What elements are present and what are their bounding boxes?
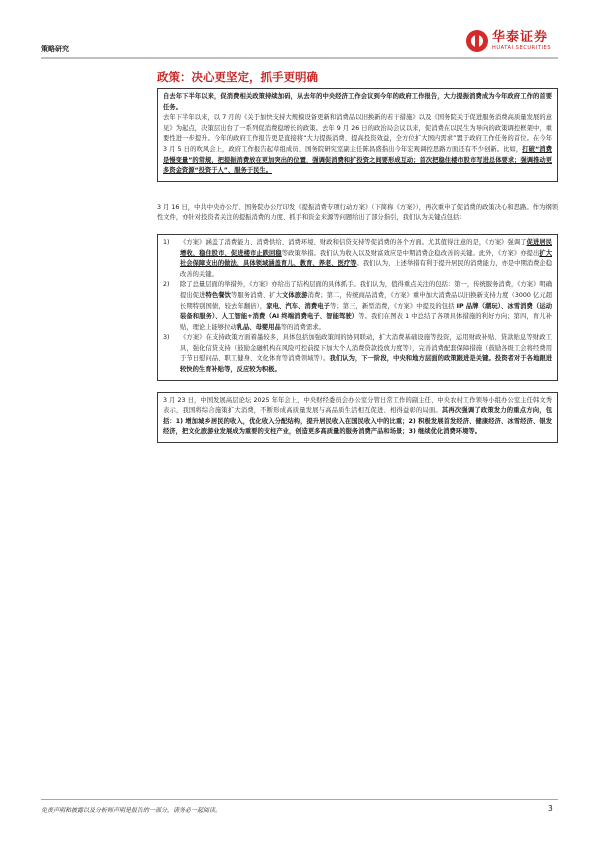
brand-logo-icon bbox=[466, 30, 488, 52]
list-item bbox=[163, 333, 552, 375]
page-number: 3 bbox=[548, 804, 553, 813]
plan-intro-paragraph: 3 月 16 日，中共中央办公厅、国务院办公厅印发《提振消费专项行动方案》（下简称《方案》），再次重申了促消费的政策决心和思路。作为纲领性文件，亦针对投资者关注的提振消费的力度、抓手和资金来源等问题给出了部分指引，我们认为关键点包括： bbox=[157, 203, 558, 222]
brand-name-cn: 华泰证券 bbox=[492, 29, 549, 45]
summary-text: 去年下半年以来，以 7 月的《关于加快支持大规模设备更新和消费品以旧换新的若干措施》以及《国务院关于促进服务消费高质量发展的意见》为起点，决策层出台了一系列促消费稳增长的政策。去年 9 月 26 日的政治局会议以来，促消费在以民生为导向的政策调控框架中，重要性进一步提升。今年的政府工作报告更是直接将“大力提振消费、提高投资效益，全方位扩大国内需求”置于政府工作任务的首位。在今年 3 月 5 日的吹风会上，政府工作报告起草组成员、国务院研究室副主任陈昌盛指出今年宏观调控思路方面还有不少创新。比如， bbox=[163, 114, 552, 153]
summary-underlined-text: 打破“消费是慢变量”的常规，把提振消费放在更加突出的位置，强调促消费和扩投资之间要形成互动；首次把稳住楼市股市写进总体要求；强调推动更多资金资源“投资于人”、服务于民生。 bbox=[163, 145, 552, 175]
report-body bbox=[157, 88, 558, 443]
summary-box bbox=[157, 88, 558, 182]
list-item-text: 《方案》涵盖了消费能力、消费供给、消费环境、财政和信贷支持等促消费的各个方面。尤其值得注意的是，《方案》强调了促进居民增收、稳住股市、促进楼市止跌回稳等政策举措。我们认为收入以及财富效应是中期消费企稳改善的关键。此外，《方案》亦提出扩大社会保障支出的做法，具体领域涵盖育儿、教育、养老、医疗等。我们认为，上述举措有利于提升居民的消费能力，亦是中期消费企稳改善的关键。 bbox=[180, 238, 553, 278]
header-category-tag: 策略研究 bbox=[41, 45, 69, 53]
list-item bbox=[163, 238, 552, 280]
key-points-box bbox=[157, 234, 558, 381]
forum-paragraph: 3 月 23 日，中国发展高层论坛 2025 年年会上，中央财经委员会办公室分管日常工作的副主任、中央农村工作领导小组办公室主任韩文秀表示，我国将综合施策扩大消费，不断形成高质量发展与高品质生活相互促进、相得益彰的局面。其再次强调了政策发力的重点方向，包括：1) 增加城乡居民的收入，优化收入分配结构，提升居民收入在国民收入中的比重；2) 积极发展首发经济、健康经济、冰雪经济、银发经济，把文化旅游业发展成为重要的支柱产业，创造更多高质量的服务消费产品和场景；3) 继续优化消费环境等。 bbox=[163, 396, 553, 436]
list-item-number: 1) bbox=[163, 238, 170, 246]
list-item bbox=[163, 280, 552, 333]
summary-paragraph bbox=[163, 113, 552, 177]
footer-divider bbox=[41, 799, 558, 800]
list-item-number: 2) bbox=[163, 281, 170, 289]
list-item-text: 《方案》在支持政策方面着墨较多，具体包括加强政策间的协同联动，扩大消费基础设施等投资，运用财政补贴、贷款贴息等财政工具，强化信贷支持（鼓励金融机构在风险可控前提下加大个人消费贷款投放力度等），完善消费配套保障措施（鼓励各级工会将经费用于节日慰问品、职工健身、文化体育等消费领域等）。我们认为，下一阶段，中央和地方层面的政策跟进是关键。投资者对于各地跟进较快的生育补贴等，反应较为积极。 bbox=[180, 334, 552, 374]
list-item-number: 3) bbox=[163, 334, 170, 342]
forum-box bbox=[157, 392, 558, 443]
list-item-text: 除了总量层面的举措外，《方案》亦给出了结构层面的具体抓手。我们认为，值得重点关注的包括：第一，传统服务消费，《方案》明确提出促进特色餐饮等服务消费、扩大文体旅游消费；第二，传统商品消费，《方案》重申加大消费品以旧换新支持力度（3000 亿元超长期特别国债，较去年翻倍），家电、汽车、消费电子等；第三，新型消费，《方案》中提及的包括 IP 品牌（潮玩）、冰雪消费（运动装备和服务）、人工智能+消费（AI 终端消费电子、智能驾驶）等。我们在图表 1 中总结了各项具体措施的利好方向；第四，育儿补贴，理论上能够拉动乳品、母婴用品等的消费需求。 bbox=[180, 281, 553, 331]
section-title: 政策：决心更坚定，抓手更明确 bbox=[157, 70, 318, 84]
key-points-list bbox=[163, 238, 552, 376]
brand-logo bbox=[466, 27, 558, 55]
brand-name-en: HUATAI SECURITIES bbox=[492, 44, 552, 51]
footer-disclaimer: 免责声明和披露以及分析师声明是报告的一部分，请务必一起阅读。 bbox=[41, 807, 222, 814]
header-divider bbox=[41, 57, 558, 59]
summary-lead: 自去年下半年以来，促消费相关政策持续加码，从去年的中央经济工作会议到今年的政府工作报告，大力提振消费成为今年政府工作的首要任务。 bbox=[163, 93, 552, 111]
